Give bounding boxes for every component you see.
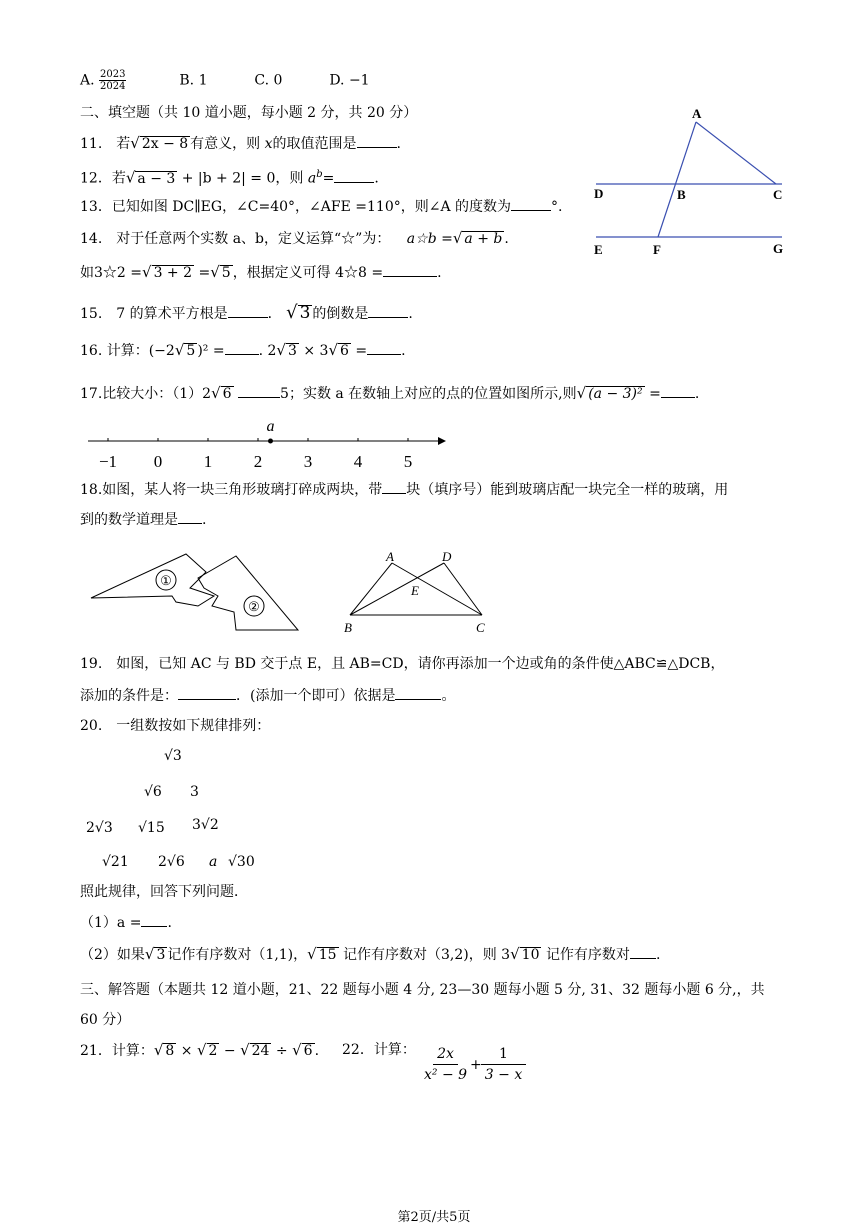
glass-piece-1 [91,554,214,606]
fraction-2: $\frac{1}{3 - x}$ [485,1044,522,1085]
pattern-r4-c4: √30 [228,854,255,870]
option-c: C. 0 [254,72,283,89]
segment-ac [392,563,482,615]
glass-label-1: ① [160,573,172,588]
question-11: 11. 若√ 2x − 8 有意义，则 x的取值范围是 . [80,134,401,152]
fig13-label-e: E [594,242,603,257]
question-20-part-1: （1）a = . [80,912,172,933]
pattern-r4-c2: 2√6 [158,854,185,870]
number-line-tick-label: 0 [153,452,163,471]
q15-blank-2[interactable] [368,303,408,318]
q13-blank[interactable] [511,196,551,211]
glass-label-2: ② [248,599,260,614]
label-b: B [344,620,352,635]
question-21: 21．计算：√ 8 × √ 2 − √ 24 ÷ √ 6 . [80,1041,320,1059]
number-line-point-label: a [266,418,275,435]
number-line-tick-label: 4 [353,452,363,471]
q20-blank-1[interactable] [141,912,167,927]
question-14: 14. 对于任意两个实数 a、b，定义运算“☆”为： a☆b =√ a + b . [80,229,509,247]
q16-blank-1[interactable] [225,340,259,355]
section2-title: 二、填空题（共 10 道小题，每小题 2 分，共 20 分） [80,105,418,121]
q18-blank-1[interactable] [382,479,406,494]
question-19-line-2: 添加的条件是： ．(添加一个即可）依据是 。 [80,685,455,706]
question-18-line-2: 到的数学道理是 . [80,509,206,530]
pattern-r3-c1: 2√3 [86,820,113,836]
question-16: 16. 计算：(−2√ 5 )² = . 2√ 3 × 3√ 6 = . [80,341,406,359]
question-14-example: 如3☆2 =√ 3 + 2 =√ 5 ，根据定义可得 4☆8 = . [80,263,442,281]
q15-blank-1[interactable] [228,303,268,318]
option-d: D. −1 [329,72,370,89]
pattern-r1-c1: √3 [164,748,182,764]
label-a: A [386,549,394,564]
q13-parallel-lines-figure [586,104,806,264]
broken-glass-figure [86,548,306,638]
fig13-label-b: B [677,187,686,202]
fig13-label-a: A [692,106,702,121]
number-line [80,415,450,473]
number-line-arrow [438,437,446,445]
q16-blank-2[interactable] [367,340,401,355]
label-e: E [411,583,419,598]
number-line-tick-label: 2 [253,452,263,471]
option-b: B. 1 [179,72,208,89]
fig13-label-g: G [773,241,784,256]
page-footer: 第2页/共5页 [397,1210,471,1225]
question-20-part-2: （2）如果√ 3 记作有序数对（1,1)，√ 15 记作有序数对（3,2)，则 3√ 10 记作有序数对 . [80,945,661,963]
question-15: 15. 7 的算术平方根是 ． √ 3 的倒数是 . [80,302,413,323]
glass-piece-2 [198,556,298,630]
q20-blank-2[interactable] [630,944,656,959]
q19-blank-2[interactable] [395,685,441,700]
fig13-label-f: F [653,242,661,257]
section3-title-line-1: 三、解答题（本题共 12 道小题，21、22 题每小题 4 分, 23—30 题每小题 5 分, 31、32 题每小题 6 分,，共 [80,982,765,998]
question-20-follow: 照此规律，回答下列问题． [80,884,248,900]
pattern-r4-c3: a [209,854,218,870]
fig13-label-d: D [594,186,604,201]
pattern-r3-c2: √15 [138,820,165,836]
pattern-r2-c2: 3 [190,784,199,800]
line-ac [696,122,776,184]
option-a-label: A. [80,72,95,89]
number-line-tick-label: 3 [303,452,313,471]
q17-blank-1[interactable] [238,383,280,398]
triangle-figure [336,545,496,637]
question-17: 17.比较大小：（1）2√ 6 5；实数 a 在数轴上对应的点的位置如图所示,则√ (a − 3)² = . [80,384,700,402]
q10-options [80,69,370,92]
number-line-tick-label: −1 [98,452,118,471]
q14-blank[interactable] [383,262,437,277]
question-22-expression: 2x x² − 9 + $\frac{1}{3 - x}$ [424,1044,522,1085]
question-18-line-1: 18.如图，某人将一块三角形玻璃打碎成两块，带 块（填序号）能到玻璃店配一块完全一样的玻璃，用 [80,479,728,500]
q18-blank-2[interactable] [178,509,202,524]
question-13: 13．已知如图 DC∥EG，∠C=40°，∠AFE =110°，则∠A 的度数为 °. [80,196,562,217]
q17-blank-2[interactable] [661,383,695,398]
segment-ba [350,563,392,615]
question-20: 20. 一组数按如下规律排列： [80,718,271,734]
option-a-fraction: $\frac{2023}{2024}$ [100,69,126,92]
question-12: 12．若√ a − 3 + |b + 2| = 0，则 $a^b=$ . [80,168,379,187]
fig13-label-c: C [773,187,783,202]
question-22-label: 22．计算： [342,1042,416,1058]
q11-blank[interactable] [357,133,397,148]
number-line-tick-label: 1 [203,452,213,471]
question-19-line-1: 19. 如图，已知 AC 与 BD 交于点 E，且 AB=CD，请你再添加一个边或角的条件使△ABC≌△DCB， [80,656,725,672]
q19-blank-1[interactable] [178,685,236,700]
segment-db [350,563,444,615]
pattern-r4-c1: √21 [102,854,129,870]
label-c: C [476,620,485,635]
fraction-1: 2x x² − 9 [424,1046,468,1083]
pattern-r3-c3: 3√2 [192,817,219,833]
line-af [658,122,696,237]
number-line-tick-label: 5 [403,452,413,471]
segment-cd [444,563,482,615]
number-line-point [268,439,273,444]
pattern-r2-c1: √6 [144,784,162,800]
q12-blank[interactable] [334,168,374,183]
label-d: D [442,549,452,564]
section3-title-line-2: 60 分） [80,1012,131,1028]
